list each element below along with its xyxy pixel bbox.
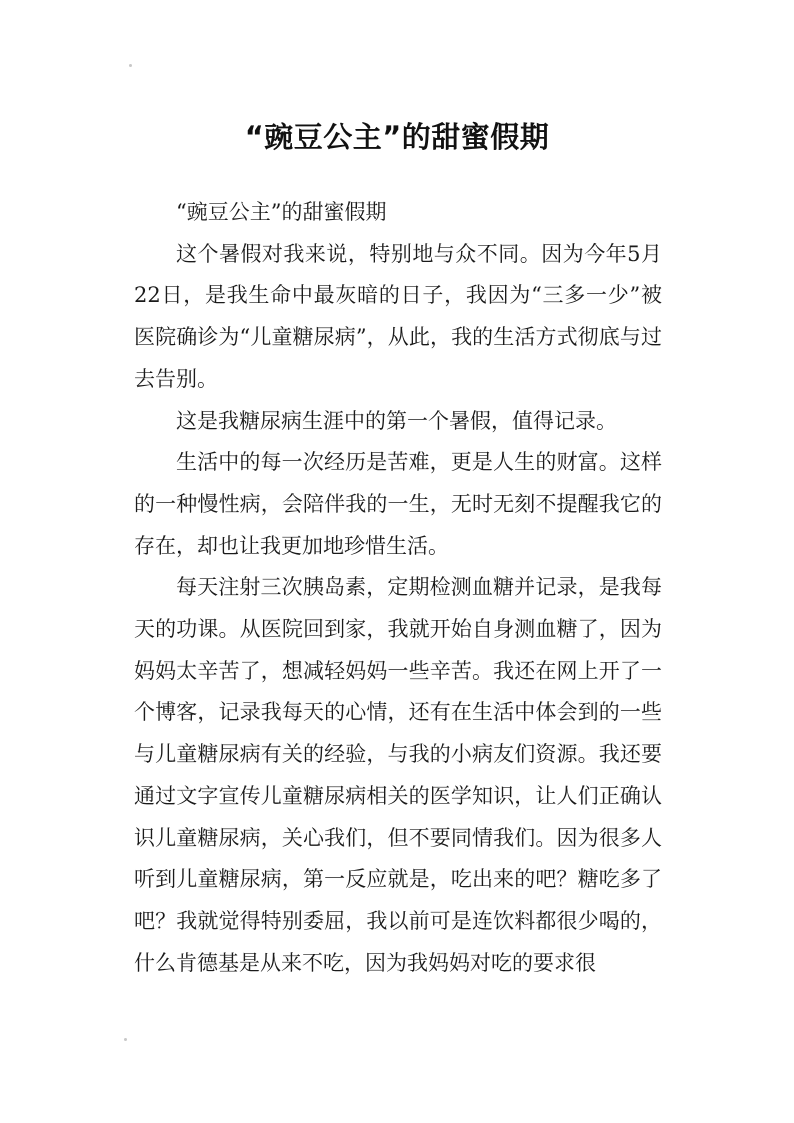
paragraph: 每天注射三次胰岛素，定期检测血糖并记录，是我每天的功课。从医院回到家，我就开始自身测血糖了，因为妈妈太辛苦了，想减轻妈妈一些辛苦。我还在网上开了一个博客，记录我每天的心情，还有在生活中体会到的一些与儿童糖尿病有关的经验，与我的小病友们资源。我还要通过文字宣传儿童糖尿病相关的医学知识，让人们正确认识儿童糖尿病，关心我们，但不要同情我们。因为很多人听到儿童糖尿病，第一反应就是，吃出来的吧？糖吃多了吧？我就觉得特别委屈，我以前可是连饮料都很少喝的，什么肯德基是从来不吃，因为我妈妈对吃的要求很 — [134, 575, 662, 975]
paragraph: 生活中的每一次经历是苦难，更是人生的财富。这样的一种慢性病，会陪伴我的一生，无时无刻不提醒我它的存在，却也让我更加地珍惜生活。 — [134, 450, 662, 558]
scan-mark — [129, 64, 132, 67]
paragraph: 这个暑假对我来说，特别地与众不同。因为今年5月22日，是我生命中最灰暗的日子，我因为“三多一少”被医院确诊为“儿童糖尿病”，从此，我的生活方式彻底与过去告别。 — [134, 241, 662, 391]
scan-mark — [124, 1038, 127, 1041]
document-title: “豌豆公主”的甜蜜假期 — [244, 120, 550, 155]
paragraph: 这是我糖尿病生涯中的第一个暑假，值得记录。 — [176, 408, 617, 433]
document-body — [134, 192, 662, 984]
paragraph-subtitle: “豌豆公主”的甜蜜假期 — [176, 200, 387, 224]
